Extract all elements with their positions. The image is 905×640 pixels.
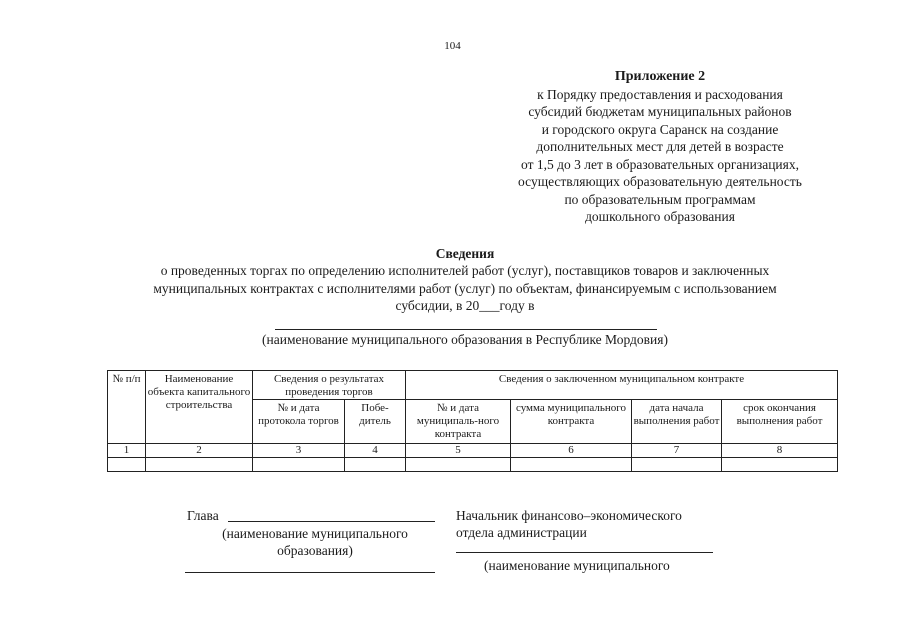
column-number: 7 bbox=[632, 444, 722, 458]
appendix-line: к Порядку предоставления и расходования bbox=[537, 86, 783, 102]
subheading-line: субсидии, в 20___году в bbox=[395, 298, 535, 313]
column-number: 4 bbox=[345, 444, 406, 458]
header-cell-no: № п/п bbox=[108, 371, 146, 444]
document-heading: Сведения bbox=[435, 246, 495, 261]
table-row bbox=[108, 458, 838, 472]
empty-cell bbox=[146, 458, 253, 472]
appendix-line: дошкольного образования bbox=[585, 209, 735, 224]
column-number: 6 bbox=[511, 444, 632, 458]
appendix-line: и городского округа Саранск на создание bbox=[541, 121, 779, 137]
header-cell-object: Наименование объекта капитального строительства bbox=[146, 371, 253, 444]
header-group-tenders: Сведения о результатах проведения торгов bbox=[253, 371, 406, 400]
column-number: 8 bbox=[722, 444, 838, 458]
page-number: 104 bbox=[444, 40, 461, 52]
header-cell-contract-number: № и дата муниципаль-ного контракта bbox=[406, 400, 511, 444]
empty-cell bbox=[108, 458, 146, 472]
header-cell-tender-protocol: № и дата протокола торгов bbox=[253, 400, 345, 444]
header-cell-contract-start: дата начала выполнения работ bbox=[632, 400, 722, 444]
empty-cell bbox=[632, 458, 722, 472]
head-signature-line bbox=[228, 521, 435, 522]
head-caption-line: образования) bbox=[277, 543, 353, 558]
appendix-line: дополнительных мест для детей в возрасте bbox=[536, 139, 784, 154]
empty-cell bbox=[406, 458, 511, 472]
header-cell-tender-winner: Побе-дитель bbox=[345, 400, 406, 444]
finance-signature-line bbox=[456, 552, 713, 553]
header-cell-contract-sum: сумма муниципального контракта bbox=[511, 400, 632, 444]
empty-cell bbox=[511, 458, 632, 472]
finance-title-line: отдела администрации bbox=[456, 525, 587, 540]
finance-caption: (наименование муниципального bbox=[484, 558, 670, 573]
document-subheading bbox=[100, 262, 830, 315]
subheading-line: о проведенных торгах по определению исполнителей работ (услуг), поставщиков товаров и заключенных bbox=[160, 263, 770, 278]
municipality-blank-line bbox=[275, 329, 657, 330]
appendix-title: Приложение 2 bbox=[614, 69, 706, 84]
header-group-contract: Сведения о заключенном муниципальном контракте bbox=[406, 371, 838, 400]
subheading-line: муниципальных контрактах с исполнителями работ (услуг) по объектам, финансируемым с использованием bbox=[153, 280, 777, 296]
appendix-block bbox=[470, 68, 850, 226]
appendix-line: от 1,5 до 3 лет в образовательных организациях, bbox=[521, 156, 799, 172]
data-table bbox=[107, 370, 838, 472]
head-name-line bbox=[185, 572, 435, 573]
header-cell-contract-end: срок окончания выполнения работ bbox=[722, 400, 838, 444]
appendix-line: осуществляющих образовательную деятельность bbox=[518, 174, 802, 189]
column-number: 3 bbox=[253, 444, 345, 458]
finance-title-line: Начальник финансово–экономического bbox=[456, 508, 682, 523]
empty-cell bbox=[345, 458, 406, 472]
appendix-line: по образовательным программам bbox=[564, 191, 756, 207]
column-number-row bbox=[108, 444, 838, 458]
head-caption bbox=[170, 525, 460, 559]
column-number: 2 bbox=[146, 444, 253, 458]
appendix-line: субсидий бюджетам муниципальных районов bbox=[528, 104, 792, 119]
head-label: Глава bbox=[187, 508, 219, 523]
municipality-caption: (наименование муниципального образования в Республике Мордовия) bbox=[262, 332, 668, 347]
column-number: 5 bbox=[406, 444, 511, 458]
empty-cell bbox=[722, 458, 838, 472]
head-caption-line: (наименование муниципального bbox=[222, 526, 408, 541]
column-number: 1 bbox=[108, 444, 146, 458]
finance-head-title bbox=[456, 507, 682, 541]
empty-cell bbox=[253, 458, 345, 472]
